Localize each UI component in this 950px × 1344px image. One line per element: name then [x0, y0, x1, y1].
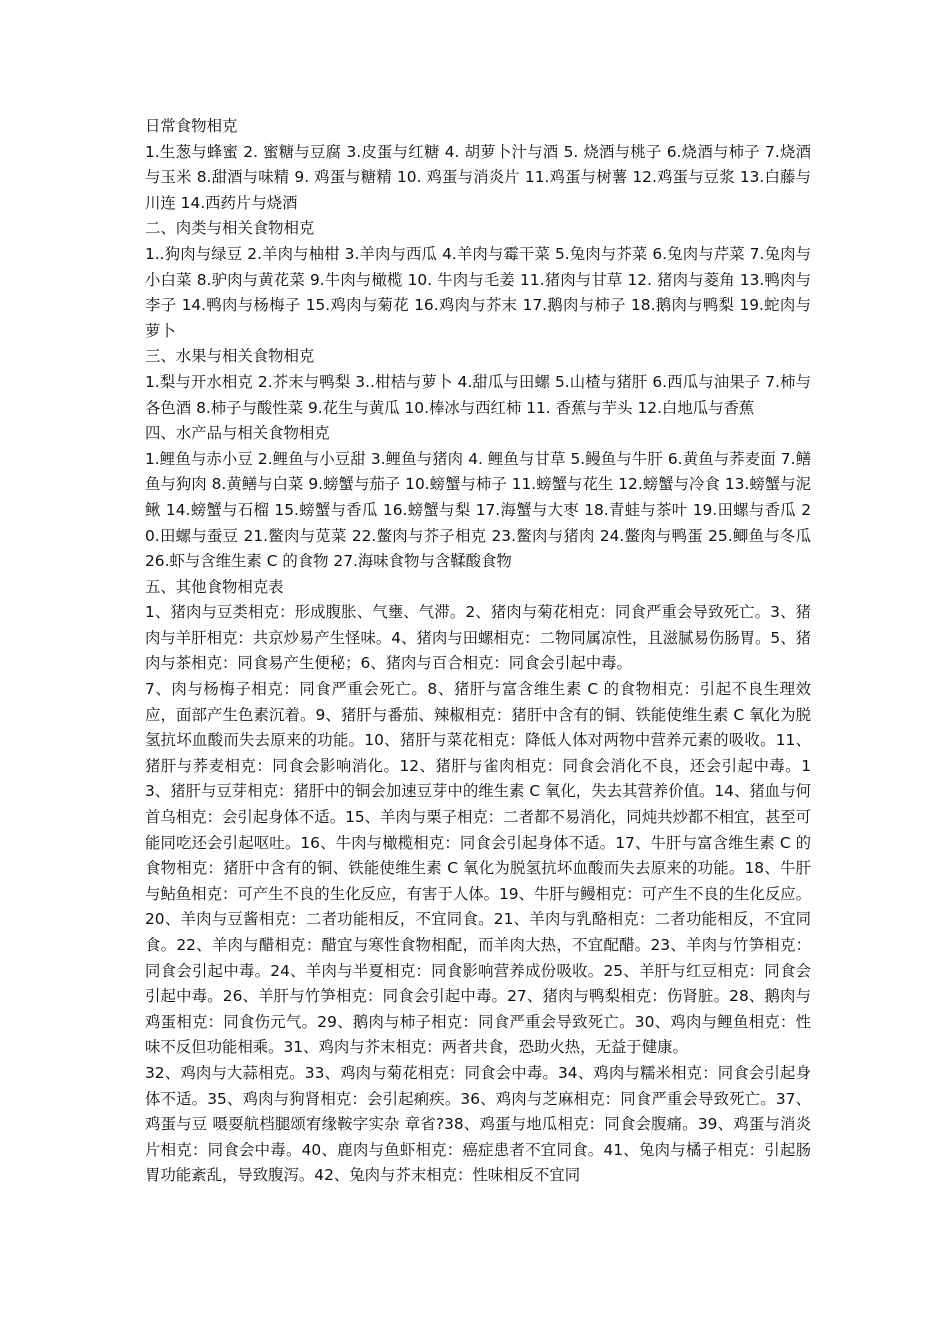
list-seafood-foods: 1.鲤鱼与赤小豆 2.鲤鱼与小豆甜 3.鲤鱼与猪肉 4. 鲤鱼与甘草 5.鳗鱼与牛肝 6.黄鱼与荞麦面 7.鳝鱼与狗肉 8.黄鳝与白菜 9.螃蟹与茄子 10.螃蟹与柿子 11.螃蟹与花生 12.螃蟹与冷食 13.螃蟹与泥鳅 14.螃蟹与石榴 15.螃蟹与香瓜 16.螃蟹与梨 17.海蟹与大枣 18.青蛙与茶叶 19.田螺与香瓜 20.田螺与蚕豆 21.鳖肉与苋菜 22.鳖肉与芥子相克 23.鳖肉与猪肉 24.鳖肉与鸭蛋 25.鲫鱼与冬瓜 26.虾与含维生素 C 的食物 27.海味食物与含鞣酸食物: [145, 449, 811, 571]
section-heading-fruit: 三、水果与相关食物相克: [145, 347, 315, 366]
list-meat-foods: 1..狗肉与绿豆 2.羊肉与柚柑 3.羊肉与西瓜 4.羊肉与霉干菜 5.兔肉与芥菜 6.兔肉与芹菜 7.兔肉与小白菜 8.驴肉与黄花菜 9.牛肉与橄榄 10. 牛肉与毛姜 11.猪肉与甘草 12. 猪肉与菱角 13.鸭肉与李子 14.鸭肉与杨梅子 15.鸡肉与菊花 16.鸡肉与芥末 17.鹅肉与柿子 18.鹅肉与鸭梨 19.蛇肉与萝卜: [145, 244, 811, 340]
document-body: [145, 114, 811, 1189]
section-heading-meat: 二、肉类与相关食物相克: [145, 219, 315, 238]
list-daily-foods: 1.生葱与蜂蜜 2. 蜜糖与豆腐 3.皮蛋与红糖 4. 胡萝卜汁与酒 5. 烧酒与桃子 6.烧酒与柿子 7.烧酒与玉米 8.甜酒与味精 9. 鸡蛋与糖精 10. 鸡蛋与消炎片 11.鸡蛋与树薯 12.鸡蛋与豆浆 13.白藤与川连 14.西药片与烧酒: [145, 142, 811, 212]
section-heading-seafood: 四、水产品与相关食物相克: [145, 424, 330, 443]
other-paragraph-2: 7、肉与杨梅子相克：同食严重会死亡。8、猪肝与富含维生素 C 的食物相克：引起不良生理效应，面部产生色素沉着。9、猪肝与番茄、辣椒相克：猪肝中含有的铜、铁能使维生素 C 氧化为脱氢抗坏血酸而失去原来的功能。10、猪肝与菜花相克：降低人体对两物中营养元素的吸收。11、猪肝与荞麦相克：同食会影响消化。12、猪肝与雀肉相克：同食会消化不良，还会引起中毒。13、猪肝与豆芽相克：猪肝中的铜会加速豆芽中的维生素 C 氧化，失去其营养价值。14、猪血与何首乌相克：会引起身体不适。15、羊肉与栗子相克：二者都不易消化，同炖共炒都不相宜，甚至可能同吃还会引起呕吐。16、牛肉与橄榄相克：同食会引起身体不适。17、牛肝与富含维生素 C 的食物相克：猪肝中含有的铜、铁能使维生素 C 氧化为脱氢抗坏血酸而失去原来的功能。18、牛肝与鲇鱼相克：可产生不良的生化反应，有害于人体。19、牛肝与鳗相克：可产生不良的生化反应。20、羊肉与豆酱相克：二者功能相反，不宜同食。21、羊肉与乳酪相克：二者功能相反，不宜同食。22、羊肉与醋相克：醋宜与寒性食物相配，而羊肉大热，不宜配醋。23、羊肉与竹笋相克：同食会引起中毒。24、羊肉与半夏相克：同食影响营养成份吸收。25、羊肝与红豆相克：同食会引起中毒。26、羊肝与竹笋相克：同食会引起中毒。27、猪肉与鸭梨相克：伤肾脏。28、鹅肉与鸡蛋相克：同食伤元气。29、鹅肉与柿子相克：同食严重会导致死亡。30、鸡肉与鲤鱼相克：性味不反但功能相乘。31、鸡肉与芥末相克：两者共食，恐助火热，无益于健康。: [145, 680, 811, 1057]
other-paragraph-3: 32、鸡肉与大蒜相克。33、鸡肉与菊花相克：同食会中毒。34、鸡肉与糯米相克：同食会引起身体不适。35、鸡肉与狗肾相克：会引起痢疾。36、鸡肉与芝麻相克：同食严重会导致死亡。37、鸡蛋与豆 嗫耍航档腿颂宥缘鞍字实杂 章省?38、鸡蛋与地瓜相克：同食会腹痛。39、鸡蛋与消炎片相克：同食会中毒。40、鹿肉与鱼虾相克：癌症患者不宜同食。41、兔肉与橘子相克：引起肠胃功能紊乱，导致腹泻。42、兔肉与芥末相克：性味相反不宜同: [145, 1063, 811, 1185]
list-fruit-foods: 1.梨与开水相克 2.芥末与鸭梨 3..柑桔与萝卜 4.甜瓜与田螺 5.山楂与猪肝 6.西瓜与油果子 7.柿与各色酒 8.柿子与酸性菜 9.花生与黄瓜 10.棒冰与西红柿 11. 香蕉与芋头 12.白地瓜与香蕉: [145, 372, 811, 417]
doc-title: 日常食物相克: [145, 117, 238, 135]
other-paragraph-1: 1、猪肉与豆类相克：形成腹胀、气壅、气滞。2、猪肉与菊花相克：同食严重会导致死亡。3、猪肉与羊肝相克：共京炒易产生怪味。4、猪肉与田螺相克：二物同属凉性，且滋腻易伤肠胃。5、猪肉与茶相克：同食易产生便秘；6、猪肉与百合相克：同食会引起中毒。: [145, 603, 811, 673]
section-heading-other: 五、其他食物相克表: [145, 577, 284, 596]
